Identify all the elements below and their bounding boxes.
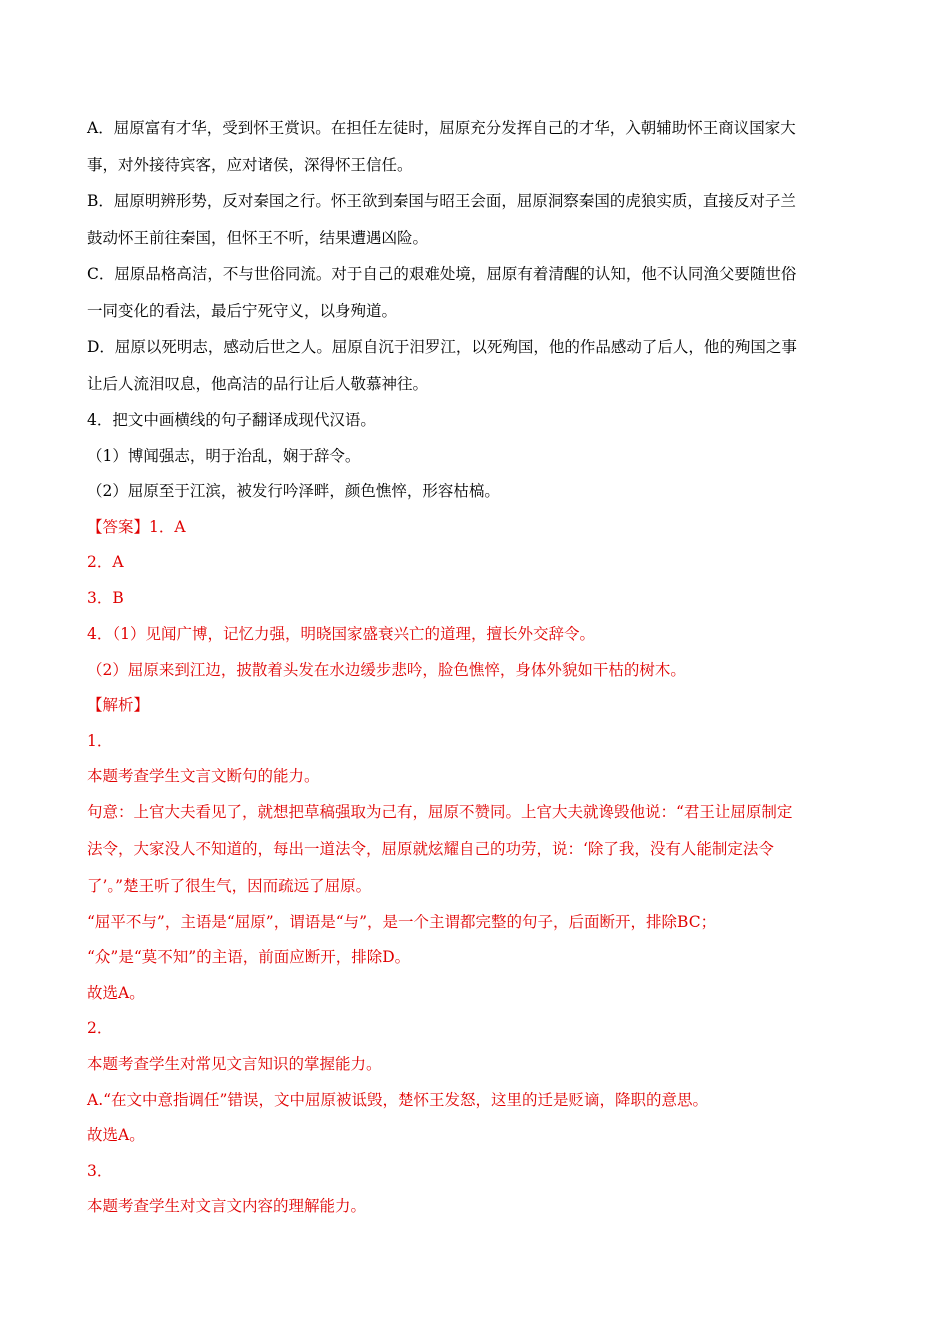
answer-2: 2．A [87, 553, 124, 571]
analysis-3-intro: 本题考查学生对文言文内容的理解能力。 [87, 1197, 367, 1215]
analysis-1-line5: “众”是“莫不知”的主语，前面应断开，排除D。 [87, 948, 411, 966]
answer-4-part2: （2）屈原来到江边，披散着头发在水边缓步悲吟，脸色憔悴，身体外貌如干枯的树木。 [87, 661, 686, 679]
analysis-1-line2: 法令，大家没人不知道的，每出一道法令，屈原就炫耀自己的功劳，说：‘除了我，没有人能制定法令 [87, 840, 774, 858]
option-d-line2: 让后人流泪叹息，他高洁的品行让后人敬慕神往。 [87, 375, 429, 393]
analysis-1-line4: “屈平不与”，主语是“屈原”，谓语是“与”，是一个主谓都完整的句子，后面断开，排除BC； [87, 913, 717, 931]
analysis-1-conclusion: 故选A。 [87, 984, 145, 1002]
question4-item1: （1）博闻强志，明于治乱，娴于辞令。 [87, 447, 361, 465]
analysis-number-2: 2． [87, 1019, 113, 1037]
answer-4-part1: 4．（1）见闻广博，记忆力强，明晓国家盛衰兴亡的道理，擅长外交辞令。 [87, 625, 595, 643]
answer-3: 3．B [87, 589, 124, 607]
option-a-line1: A．屈原富有才华，受到怀王赏识。在担任左徒时，屈原充分发挥自己的才华，入朝辅助怀王商议国家大 [87, 119, 796, 137]
analysis-1-line3: 了’。”楚王听了很生气，因而疏远了屈原。 [87, 877, 372, 895]
answer-1: 1．A [149, 518, 186, 536]
option-d-line1: D．屈原以死明志，感动后世之人。屈原自沉于汨罗江，以死殉国，他的作品感动了后人，他的殉国之事 [87, 338, 797, 356]
option-c-line1: C．屈原品格高洁，不与世俗同流。对于自己的艰难处境，屈原有着清醒的认知，他不认同渔父要随世俗 [87, 265, 797, 283]
analysis-1-line1: 句意：上官大夫看见了，就想把草稿强取为己有，屈原不赞同。上官大夫就谗毁他说：“君王让屈原制定 [87, 803, 793, 821]
analysis-1-intro: 本题考查学生文言文断句的能力。 [87, 767, 320, 785]
question4-title: 4．把文中画横线的句子翻译成现代汉语。 [87, 411, 376, 429]
analysis-2-line1: A.“在文中意指调任”错误，文中屈原被诋毁，楚怀王发怒，这里的迁是贬谪，降职的意思。 [87, 1091, 708, 1109]
option-b-line2: 鼓动怀王前往秦国，但怀王不听，结果遭遇凶险。 [87, 229, 429, 247]
analysis-number-3: 3． [87, 1162, 113, 1180]
option-c-line2: 一同变化的看法，最后宁死守义，以身殉道。 [87, 302, 398, 320]
analysis-2-intro: 本题考查学生对常见文言知识的掌握能力。 [87, 1055, 382, 1073]
answer-line [87, 517, 867, 537]
option-b-line1: B．屈原明辨形势，反对秦国之行。怀王欲到秦国与昭王会面，屈原洞察秦国的虎狼实质，直接反对子兰 [87, 192, 796, 210]
option-a-line2: 事，对外接待宾客，应对诸侯，深得怀王信任。 [87, 156, 413, 174]
analysis-2-conclusion: 故选A。 [87, 1126, 145, 1144]
analysis-number-1: 1． [87, 732, 113, 750]
question4-item2: （2）屈原至于江滨，被发行吟泽畔，颜色憔悴，形容枯槁。 [87, 482, 500, 500]
answer-label: 【答案】 [87, 518, 150, 536]
analysis-label: 【解析】 [87, 696, 150, 714]
